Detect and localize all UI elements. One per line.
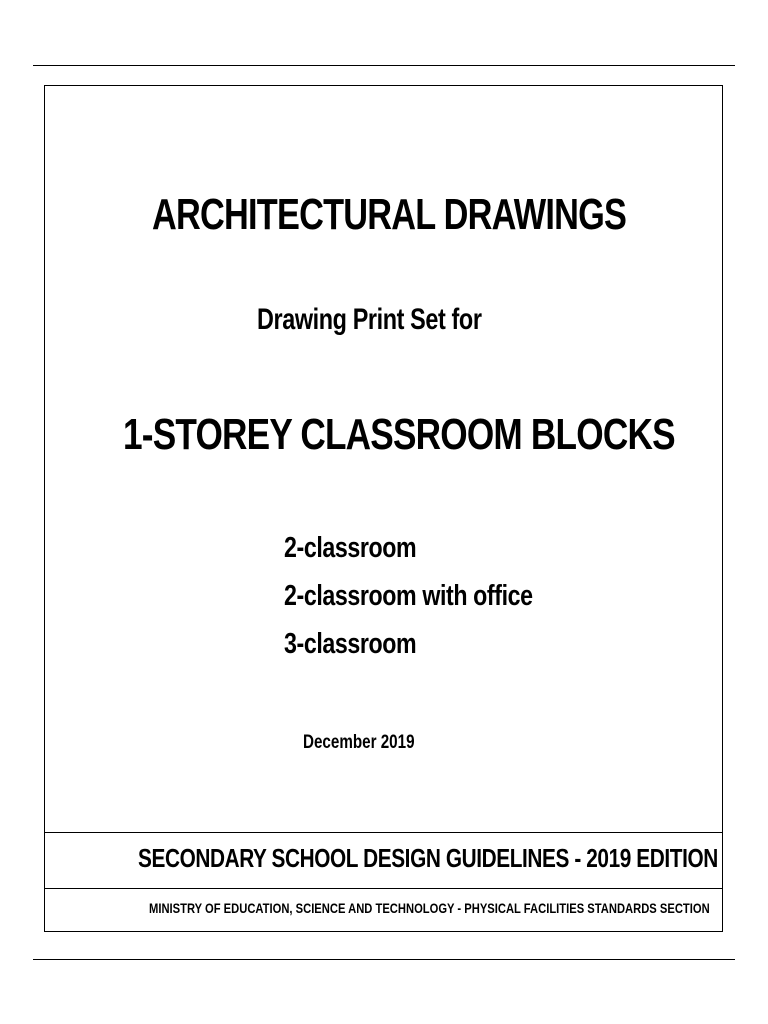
variant-label: 2-classroom with office <box>284 580 533 612</box>
variant-label: 2-classroom <box>284 532 417 564</box>
variant-label: 3-classroom <box>284 628 417 660</box>
document-subtitle: Drawing Print Set for <box>257 303 482 336</box>
project-title: 1-STOREY CLASSROOM BLOCKS <box>123 410 675 459</box>
issue-date: December 2019 <box>303 732 415 753</box>
list-item <box>284 530 595 578</box>
document-title: ARCHITECTURAL DRAWINGS <box>152 190 627 239</box>
ministry-line: MINISTRY OF EDUCATION, SCIENCE AND TECHNOLOGY - PHYSICAL FACILITIES STANDARDS SECTION <box>149 900 710 916</box>
list-item <box>284 626 595 674</box>
guidelines-title: SECONDARY SCHOOL DESIGN GUIDELINES - 2019 EDITION <box>138 843 718 873</box>
list-item <box>284 578 595 626</box>
variant-list <box>284 530 595 674</box>
